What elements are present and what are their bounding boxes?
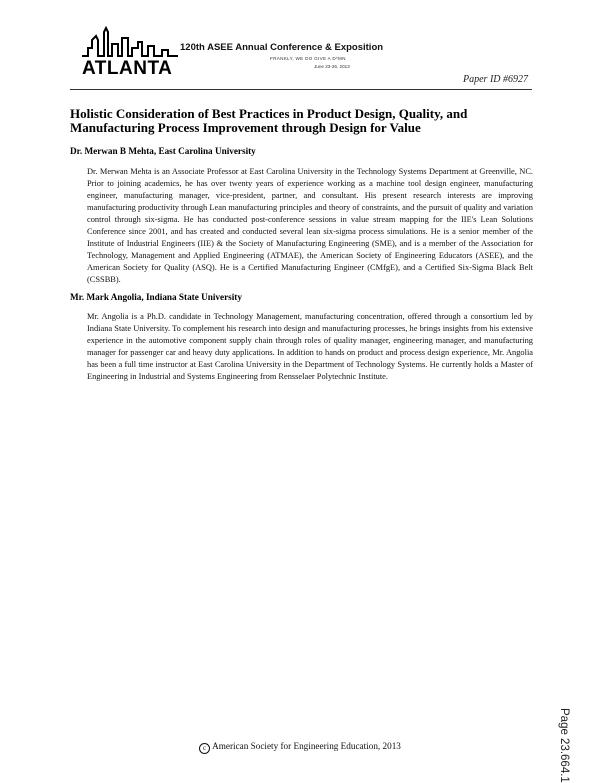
paper-title: Holistic Consideration of Best Practices in Product Design, Quality, and Manufacturing Process Improvement through Design for Value xyxy=(70,106,468,135)
author-bio: Dr. Merwan Mehta is an Associate Professor at East Carolina University in the Technology Systems Department at Greenville, NC. Prior to joining academics, he has over twenty years of experience working as a machine tool design engineer, manufacturing engineer, manufacturing manager, vice-president, partner, and consultant. His present research interests are improving manufacturing productivity through Lean manufacturing principles and theory of constraints, and the pursuit of quality and variation control through six-sigma. He has conducted post-conference sessions in value stream mapping for the IIE's Lean Solutions Conference since 2001, and has created and conducted several lean six-sigma process simulations. He is a senior member of the Institute of Industrial Engineers (IIE) & the Society of Manufacturing Engineering (SME), and is a member of the Association for Technology, Management and Applied Engineering (ATMAE), the American Society of Engineering Educators (ASEE), and the American Society for Quality (ASQ). He is a Certified Manufacturing Engineer (CMfgE), and a Certified Six-Sigma Black Belt (CSSBB). xyxy=(87,167,533,284)
copyright-icon: c xyxy=(199,743,210,754)
author-name: Dr. Merwan B Mehta, East Carolina University xyxy=(70,146,256,156)
copyright-footer xyxy=(0,741,600,754)
logo-text: ATLANTA xyxy=(82,58,173,79)
conference-logo xyxy=(82,26,382,84)
paper-id: Paper ID #6927 xyxy=(463,74,528,85)
conference-dates: June 23-26, 2013 xyxy=(314,64,350,69)
conference-tagline: FRANKLY, WE DO GIVE A D*MN xyxy=(270,56,346,61)
conference-title: 120th ASEE Annual Conference & Exposition xyxy=(180,42,384,53)
copyright-text: American Society for Engineering Education, 2013 xyxy=(212,741,401,751)
header-divider xyxy=(70,89,532,90)
atlanta-skyline-icon xyxy=(82,26,178,60)
author-bio: Mr. Angolia is a Ph.D. candidate in Technology Management, manufacturing concentration, offered through a consortium led by Indiana State University. To complement his research into design and manufacturing processes, he brings insights from his extensive experience in the automotive component supply chain through roles of quality manager, engineering manager, and manufacturing manager for passenger car and heavy duty applications. In addition to hands on product and process design experience, Mr. Angolia has been a full time instructor at East Carolina University in the Department of Technology Systems. He currently holds a Master of Engineering in Industrial and Systems Engineering from Rensselaer Polytechnic Institute. xyxy=(87,312,533,381)
author-name: Mr. Mark Angolia, Indiana State University xyxy=(70,292,242,302)
page-number: Page 23.664.1 xyxy=(558,708,570,783)
